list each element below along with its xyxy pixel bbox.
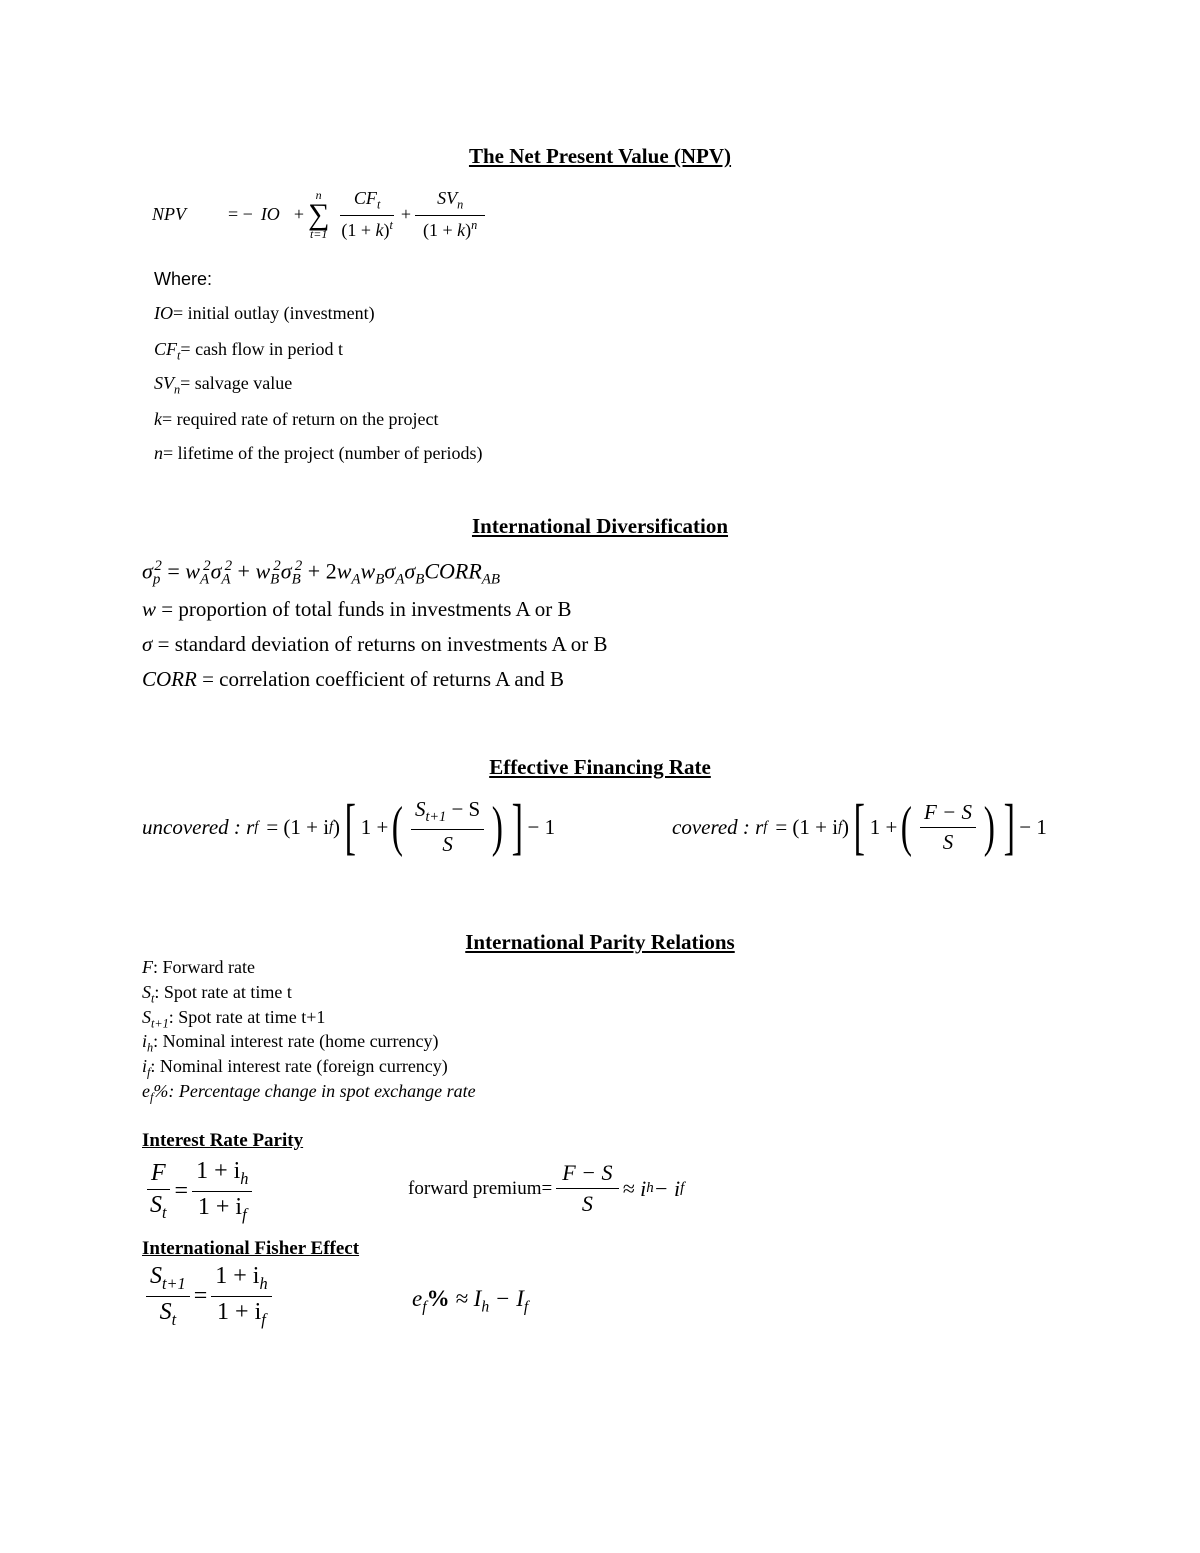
sv-denominator: $(1 + k)^n$	[423, 217, 478, 240]
parity-heading: International Parity Relations	[465, 930, 735, 954]
npv-io: IO	[260, 203, 280, 224]
sum-upper: n	[315, 187, 322, 202]
div-def-sigma: σ = standard deviation of returns on investments A or B	[142, 632, 608, 656]
npv-def-cf: $CF_t=$ cash flow in period t	[154, 339, 344, 363]
covered-formula: covered : r f = (1 + i f ) [ 1 + ( $\frac{F - S}{S}$ ) ] − 1	[672, 793, 1047, 861]
npv-plus-2: +	[400, 203, 412, 224]
variance-formula: $\sigma_p^2 = w_A^2\sigma_A^2 + w_B^2\sigma_B^2$ + $2w_Aw_B\sigma_A\sigma_BCORR_{AB}$	[142, 558, 501, 588]
ife-approx-formula: $e_f\% \approx I_h - I_f$	[412, 1286, 529, 1316]
parity-def-if: $i_f$: Nominal interest rate (foreign currency)	[142, 1056, 448, 1080]
parity-def-ef: $e_f\%$: Percentage change in spot exchange rate	[142, 1081, 476, 1105]
left-paren: (	[901, 796, 913, 858]
npv-def-sv: $SV_n=$ salvage value	[154, 373, 293, 397]
uncovered-fraction: $\frac{S_{t+1} - S}{S}$	[411, 797, 484, 856]
parity-def-st1: $S_{t+1}$: Spot rate at time t+1	[142, 1007, 326, 1031]
sum-symbol: ∑	[307, 197, 330, 231]
financing-heading: Effective Financing Rate	[489, 755, 711, 779]
right-bracket: ]	[1003, 793, 1015, 861]
irp-formula: $\frac{F}{S_t}$ = $\frac{1 + i_h}{1 + i_f}$	[142, 1158, 256, 1225]
left-paren: (	[392, 796, 404, 858]
ife-formula: $\frac{S_{t+1}}{S_t}$ = $\frac{1 + i_h}{1 + i_f}$	[142, 1263, 276, 1330]
npv-def-n: n= lifetime of the project (number of periods)	[154, 443, 483, 463]
right-bracket: ]	[511, 793, 523, 861]
right-paren: )	[491, 796, 504, 858]
covered-fraction: $\frac{F - S}{S}$	[920, 800, 976, 855]
npv-fraction-sv	[415, 188, 485, 241]
npv-equals: = −	[228, 203, 253, 224]
sum-lower: t=1	[309, 226, 328, 241]
left-bracket: [	[344, 793, 357, 861]
div-def-corr: CORR = correlation coefficient of returns A and B	[142, 667, 564, 691]
irp-heading: Interest Rate Parity	[142, 1130, 304, 1151]
uncovered-formula: uncovered : r f = (1 + i f ) [ 1 + ( $\frac{S_{t+1} - S}{S}$ ) ] − 1	[142, 793, 556, 861]
div-def-w: w = proportion of total funds in investments A or B	[142, 597, 572, 621]
npv-lhs: NPV	[152, 203, 186, 224]
npv-plus-1: +	[293, 203, 304, 224]
forward-premium-formula: forward premium= $\frac{F - S}{S}$ ≈ i h − i f	[408, 1160, 685, 1216]
npv-def-io: IO= initial outlay (investment)	[154, 303, 375, 323]
npv-heading: The Net Present Value (NPV)	[468, 144, 732, 168]
ife-heading: International Fisher Effect	[142, 1238, 360, 1259]
npv-fraction-cf	[337, 188, 397, 241]
npv-equation	[152, 188, 489, 241]
diversification-heading: International Diversification	[471, 514, 729, 538]
sv-numerator: $SV_n$	[415, 188, 485, 216]
npv-def-k: k= required rate of return on the project	[154, 409, 439, 429]
parity-def-st: $S_t$: Spot rate at time t	[142, 982, 292, 1006]
where-label: Where:	[154, 269, 213, 289]
parity-def-f: F: Forward rate	[142, 957, 255, 977]
right-paren: )	[983, 796, 995, 858]
left-bracket: [	[853, 793, 866, 861]
parity-def-ih: $i_h$: Nominal interest rate (home currency)	[142, 1031, 439, 1055]
cf-numerator: $CF_t$	[340, 188, 394, 216]
cf-denominator: $(1 + k)^t$	[341, 217, 393, 240]
npv-summation	[308, 189, 329, 240]
